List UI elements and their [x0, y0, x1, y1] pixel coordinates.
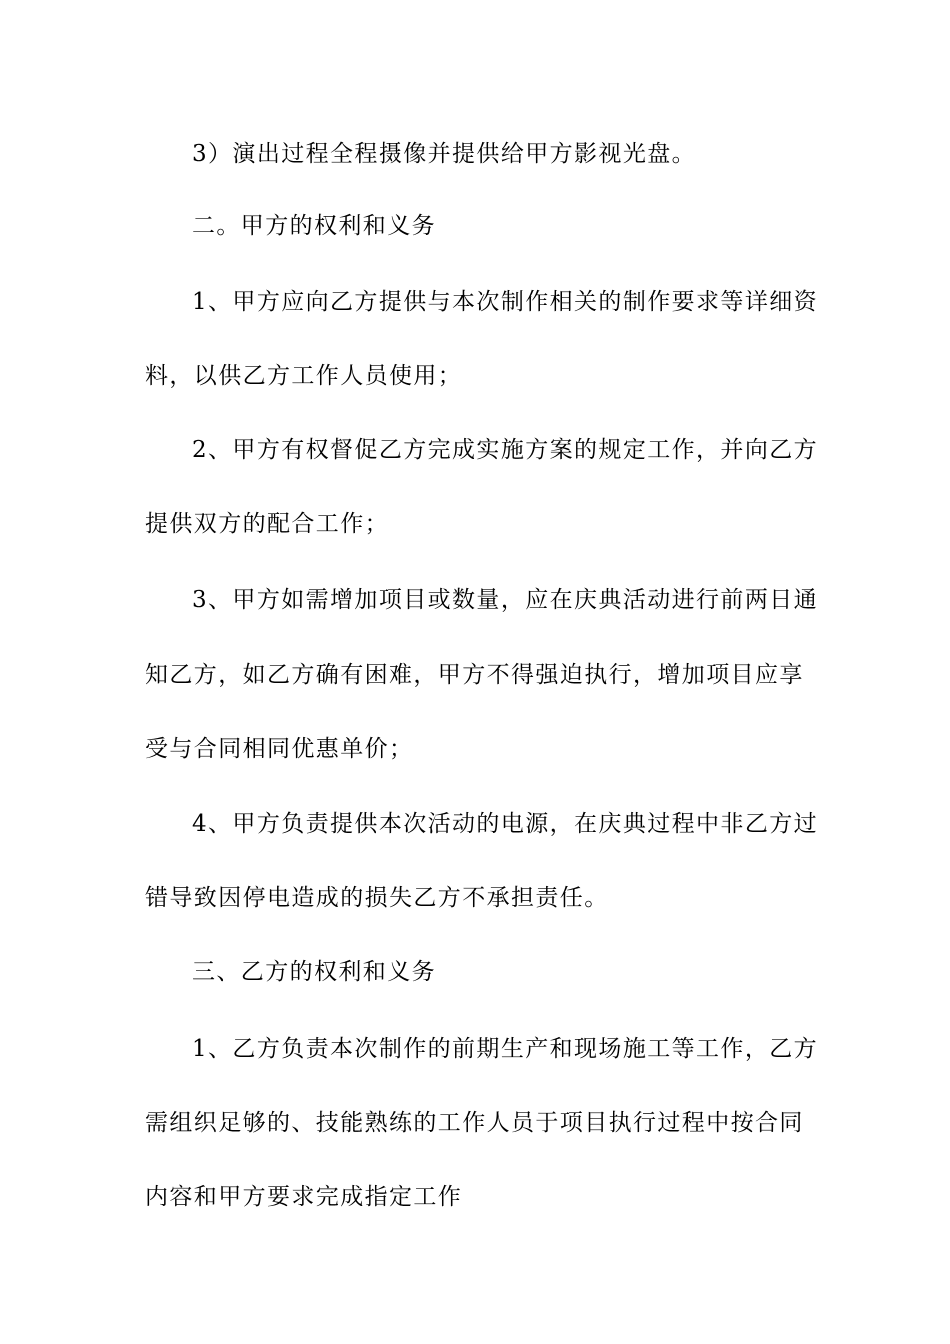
party-b-clause-1-line-2: 需组织足够的、技能熟练的工作人员于项目执行过程中按合同: [145, 1110, 804, 1136]
clause-2-line-2: 提供双方的配合工作；: [145, 511, 389, 537]
clause-4-line-2: 错导致因停电造成的损失乙方不承担责任。: [145, 885, 609, 911]
section-heading-party-a: 二。甲方的权利和义务: [192, 213, 436, 239]
party-b-clause-1-line-1: 1、乙方负责本次制作的前期生产和现场施工等工作，乙方: [192, 1036, 819, 1062]
clause-1-line-2: 料，以供乙方工作人员使用；: [145, 363, 463, 389]
clause-4-line-1: 4、甲方负责提供本次活动的电源，在庆典过程中非乙方过: [192, 811, 819, 837]
clause-3-line-1: 3、甲方如需增加项目或数量，应在庆典活动进行前两日通: [192, 587, 819, 613]
item-3-filming: 3）演出过程全程摄像并提供给甲方影视光盘。: [192, 141, 697, 167]
section-heading-party-b: 三、乙方的权利和义务: [192, 959, 436, 985]
party-b-clause-1-line-3: 内容和甲方要求完成指定工作: [145, 1184, 463, 1210]
clause-2-line-1: 2、甲方有权督促乙方完成实施方案的规定工作，并向乙方: [192, 437, 819, 463]
clause-3-line-2: 知乙方，如乙方确有困难，甲方不得强迫执行，增加项目应享: [145, 662, 804, 688]
clause-1-line-1: 1、甲方应向乙方提供与本次制作相关的制作要求等详细资: [192, 289, 819, 315]
clause-3-line-3: 受与合同相同优惠单价；: [145, 736, 414, 762]
